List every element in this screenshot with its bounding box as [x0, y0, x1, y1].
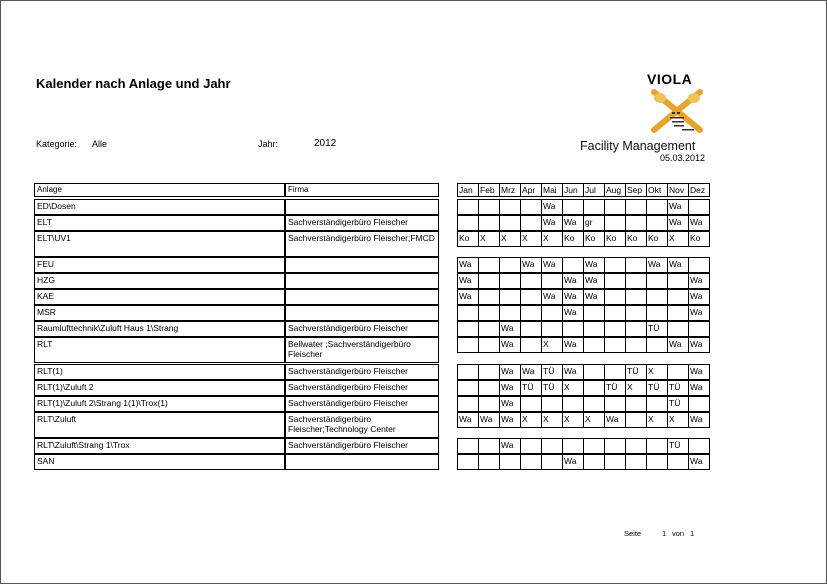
month-cell: Wa	[562, 289, 584, 305]
month-cell	[520, 305, 542, 321]
month-cell	[688, 199, 710, 215]
month-cell: Wa	[457, 257, 479, 273]
month-cell: Wa	[499, 364, 521, 380]
month-cell: Wa	[562, 215, 584, 231]
header-month-4: Mai	[541, 183, 563, 197]
month-cell	[625, 199, 647, 215]
month-cell	[457, 337, 479, 353]
row-firma	[285, 257, 439, 273]
month-cell: Wa	[541, 257, 563, 273]
month-cell	[478, 337, 500, 353]
month-cell: Wa	[499, 438, 521, 454]
header-month-8: Sep	[625, 183, 647, 197]
month-cell	[646, 305, 668, 321]
month-cell	[457, 454, 479, 470]
row-firma	[285, 199, 439, 215]
month-cell	[478, 454, 500, 470]
page-total: 1	[690, 529, 695, 538]
month-cell: Wa	[688, 289, 710, 305]
row-firma: Sachverständigerbüro Fleischer;Technology Center	[285, 412, 439, 438]
report-date: 05.03.2012	[660, 153, 706, 163]
row-anlage: RLT(1)\Zuluft 2\Strang 1(1)\Trox(1)	[34, 396, 285, 412]
month-cell: Wa	[499, 321, 521, 337]
month-cell	[478, 321, 500, 337]
viola-logo-icon	[646, 86, 710, 136]
month-cell: X	[520, 231, 542, 247]
row-anlage: RLT	[34, 337, 285, 363]
month-cell: X	[499, 231, 521, 247]
month-cell	[478, 215, 500, 231]
row-firma	[285, 273, 439, 289]
month-cell	[646, 454, 668, 470]
row-anlage: FEU	[34, 257, 285, 273]
row-anlage: ELT\UV1	[34, 231, 285, 257]
month-cell: Wa	[562, 364, 584, 380]
month-cell	[625, 305, 647, 321]
month-cell: Wa	[562, 273, 584, 289]
month-cell	[562, 438, 584, 454]
month-cell: Wa	[499, 412, 521, 428]
month-cell	[646, 273, 668, 289]
month-cell: gr	[583, 215, 605, 231]
month-cell: X	[667, 412, 689, 428]
month-cell	[499, 305, 521, 321]
month-cell	[604, 454, 626, 470]
month-cell	[604, 199, 626, 215]
month-cell: Wa	[583, 257, 605, 273]
month-cell	[520, 396, 542, 412]
month-cell: Wa	[667, 337, 689, 353]
row-firma: Sachverständigerbüro Fleischer	[285, 215, 439, 231]
month-cell: Ko	[688, 231, 710, 247]
header-month-6: Jul	[583, 183, 605, 197]
page-label: Seite	[624, 529, 642, 538]
month-cell: X	[646, 412, 668, 428]
month-cell	[499, 215, 521, 231]
row-firma: Sachverständigerbüro Fleischer	[285, 380, 439, 396]
month-cell: X	[541, 412, 563, 428]
jahr-value: 2012	[314, 138, 337, 149]
month-cell: TÜ	[604, 380, 626, 396]
month-cell: Wa	[646, 257, 668, 273]
month-cell	[688, 257, 710, 273]
month-cell: X	[646, 364, 668, 380]
month-cell: Wa	[541, 199, 563, 215]
jahr-label: Jahr:	[258, 139, 279, 149]
month-cell	[625, 215, 647, 231]
month-cell	[457, 215, 479, 231]
month-cell	[583, 321, 605, 337]
month-cell	[604, 396, 626, 412]
month-cell: X	[541, 231, 563, 247]
month-cell: Wa	[457, 273, 479, 289]
month-cell	[478, 273, 500, 289]
month-cell	[646, 396, 668, 412]
month-cell	[625, 321, 647, 337]
month-cell: Ko	[604, 231, 626, 247]
month-cell	[478, 257, 500, 273]
month-cell	[520, 273, 542, 289]
month-cell: Wa	[541, 215, 563, 231]
row-firma: Sachverständigerbüro Fleischer	[285, 438, 439, 454]
month-cell: TÜ	[541, 380, 563, 396]
month-cell	[520, 321, 542, 337]
month-cell	[604, 273, 626, 289]
month-cell: Wa	[457, 289, 479, 305]
month-cell	[457, 199, 479, 215]
page-von-label: von	[672, 529, 685, 538]
month-cell	[688, 438, 710, 454]
month-cell: Wa	[562, 337, 584, 353]
month-cell: Wa	[688, 337, 710, 353]
month-cell: Wa	[478, 412, 500, 428]
row-anlage: ED\Dosen	[34, 199, 285, 215]
month-cell	[688, 396, 710, 412]
month-cell	[520, 454, 542, 470]
month-cell: Ko	[562, 231, 584, 247]
month-cell	[499, 257, 521, 273]
month-cell	[457, 380, 479, 396]
month-cell: TÜ	[520, 380, 542, 396]
month-cell: Wa	[541, 289, 563, 305]
header-month-5: Jun	[562, 183, 584, 197]
month-cell	[688, 321, 710, 337]
month-cell: Wa	[667, 199, 689, 215]
month-cell	[604, 215, 626, 231]
month-cell	[625, 289, 647, 305]
month-cell	[478, 199, 500, 215]
month-cell	[583, 396, 605, 412]
month-cell: X	[520, 412, 542, 428]
row-anlage: Raumlufttechnik\Zuluft Haus 1\Strang	[34, 321, 285, 337]
header-month-3: Apr	[520, 183, 542, 197]
month-cell	[499, 273, 521, 289]
month-cell	[646, 337, 668, 353]
month-cell	[562, 396, 584, 412]
month-cell	[520, 438, 542, 454]
month-cell	[541, 438, 563, 454]
month-cell	[520, 289, 542, 305]
month-cell	[478, 380, 500, 396]
month-cell	[541, 273, 563, 289]
row-firma: Sachverständigerbüro Fleischer	[285, 364, 439, 380]
month-cell: Wa	[688, 305, 710, 321]
month-cell: TÜ	[667, 396, 689, 412]
month-cell: Wa	[499, 380, 521, 396]
row-firma	[285, 289, 439, 305]
month-cell	[499, 454, 521, 470]
month-cell: X	[562, 380, 584, 396]
month-cell	[562, 257, 584, 273]
row-firma	[285, 454, 439, 470]
month-cell	[541, 305, 563, 321]
month-cell	[625, 337, 647, 353]
month-cell: TÜ	[667, 438, 689, 454]
month-cell: X	[478, 231, 500, 247]
month-cell	[478, 289, 500, 305]
month-cell: Wa	[583, 273, 605, 289]
row-anlage: MSR	[34, 305, 285, 321]
month-cell	[604, 337, 626, 353]
month-cell	[604, 438, 626, 454]
row-firma: Sachverständigerbüro Fleischer	[285, 321, 439, 337]
header-month-10: Nov	[667, 183, 689, 197]
month-cell	[499, 289, 521, 305]
month-cell	[604, 364, 626, 380]
month-cell	[604, 305, 626, 321]
month-cell	[604, 257, 626, 273]
month-cell	[667, 289, 689, 305]
header-anlage: Anlage	[34, 183, 285, 197]
month-cell	[457, 305, 479, 321]
month-cell	[478, 364, 500, 380]
month-cell	[625, 257, 647, 273]
month-cell: Wa	[667, 215, 689, 231]
month-cell	[583, 454, 605, 470]
month-cell	[625, 454, 647, 470]
kategorie-value: Alle	[92, 139, 108, 149]
viola-logo-text: VIOLA	[647, 71, 693, 87]
month-cell: X	[562, 412, 584, 428]
header-month-9: Okt	[646, 183, 668, 197]
month-cell	[583, 337, 605, 353]
row-firma: Sachverständigerbüro Fleischer	[285, 396, 439, 412]
month-cell	[520, 199, 542, 215]
month-cell	[457, 396, 479, 412]
month-cell: X	[667, 231, 689, 247]
month-cell	[478, 305, 500, 321]
month-cell	[625, 412, 647, 428]
month-cell: Wa	[520, 257, 542, 273]
month-cell	[667, 305, 689, 321]
month-cell	[583, 364, 605, 380]
month-cell: Wa	[499, 396, 521, 412]
month-cell: Ko	[625, 231, 647, 247]
month-cell	[562, 199, 584, 215]
row-anlage: RLT(1)\Zuluft 2	[34, 380, 285, 396]
row-firma	[285, 305, 439, 321]
month-cell	[667, 454, 689, 470]
month-cell	[604, 289, 626, 305]
row-firma: Sachverständigerbüro Fleischer;FMCD	[285, 231, 439, 257]
month-cell: Wa	[604, 412, 626, 428]
month-cell: TÜ	[646, 321, 668, 337]
month-cell	[520, 215, 542, 231]
row-anlage: RLT(1)	[34, 364, 285, 380]
month-cell: Wa	[457, 412, 479, 428]
month-cell	[541, 321, 563, 337]
row-anlage: HZG	[34, 273, 285, 289]
month-cell	[583, 305, 605, 321]
header-month-0: Jan	[457, 183, 479, 197]
month-cell	[583, 199, 605, 215]
row-anlage: RLT\Zuluft\Strang 1\Trox	[34, 438, 285, 454]
month-cell: TÜ	[625, 364, 647, 380]
month-cell: Wa	[520, 364, 542, 380]
month-cell	[457, 364, 479, 380]
month-cell	[667, 364, 689, 380]
report-title: Kalender nach Anlage und Jahr	[36, 76, 231, 91]
month-cell: X	[583, 412, 605, 428]
row-anlage: KAE	[34, 289, 285, 305]
month-cell: Wa	[667, 257, 689, 273]
month-cell	[646, 199, 668, 215]
month-cell	[457, 321, 479, 337]
month-cell	[625, 273, 647, 289]
month-cell: X	[541, 337, 563, 353]
month-cell	[625, 396, 647, 412]
row-anlage: SAN	[34, 454, 285, 470]
month-cell	[457, 438, 479, 454]
month-cell	[499, 199, 521, 215]
month-cell: Wa	[688, 364, 710, 380]
header-month-1: Feb	[478, 183, 500, 197]
month-cell: Wa	[688, 454, 710, 470]
month-cell	[667, 321, 689, 337]
month-cell: Wa	[583, 289, 605, 305]
month-cell: Ko	[646, 231, 668, 247]
month-cell: Wa	[562, 305, 584, 321]
month-cell: TÜ	[646, 380, 668, 396]
month-cell: Wa	[688, 412, 710, 428]
month-cell	[478, 396, 500, 412]
kategorie-label: Kategorie:	[36, 139, 78, 149]
month-cell: Ko	[583, 231, 605, 247]
facility-management-label: Facility Management	[580, 139, 696, 153]
month-cell	[646, 215, 668, 231]
month-cell	[520, 337, 542, 353]
month-cell: Wa	[688, 380, 710, 396]
month-cell	[646, 289, 668, 305]
month-cell: Wa	[562, 454, 584, 470]
month-cell	[583, 380, 605, 396]
month-cell: Wa	[688, 215, 710, 231]
row-anlage: RLT\Zuluft	[34, 412, 285, 438]
month-cell: Wa	[499, 337, 521, 353]
month-cell	[478, 438, 500, 454]
month-cell	[541, 454, 563, 470]
month-cell	[667, 273, 689, 289]
month-cell	[604, 321, 626, 337]
header-month-2: Mrz	[499, 183, 521, 197]
month-cell	[583, 438, 605, 454]
month-cell	[541, 396, 563, 412]
row-firma: Bellwater ;Sachverständigerbüro Fleischer	[285, 337, 439, 363]
month-cell	[625, 438, 647, 454]
month-cell	[646, 438, 668, 454]
header-month-11: Dez	[688, 183, 710, 197]
month-cell: TÜ	[667, 380, 689, 396]
page-current: 1	[662, 529, 667, 538]
month-cell: TÜ	[541, 364, 563, 380]
month-cell: Ko	[457, 231, 479, 247]
month-cell: Wa	[688, 273, 710, 289]
header-month-7: Aug	[604, 183, 626, 197]
month-cell: X	[625, 380, 647, 396]
month-cell	[562, 321, 584, 337]
row-anlage: ELT	[34, 215, 285, 231]
header-firma: Firma	[285, 183, 439, 197]
